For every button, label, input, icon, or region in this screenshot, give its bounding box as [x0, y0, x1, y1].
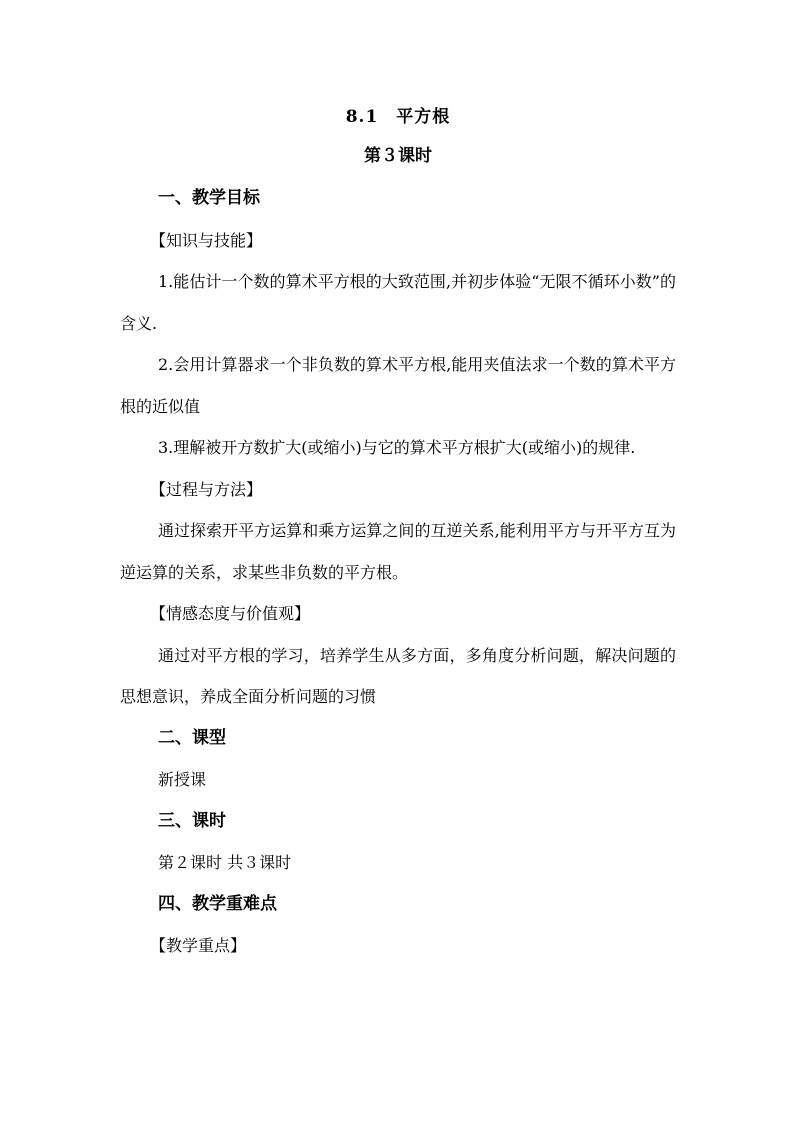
process-paragraph: 通过探索开平方运算和乘方运算之间的互逆关系,能利用平方与开平方互为逆运算的关系，求某些非负数的平方根。: [120, 521, 676, 582]
section-heading-class-hours: 三、课时: [158, 810, 226, 831]
emotion-paragraph: 通过对平方根的学习，培养学生从多方面，多角度分析问题，解决问题的思想意识，养成全面分析问题的习惯: [120, 645, 676, 706]
subheading-emotion: 【情感态度与价值观】: [150, 604, 311, 623]
section-heading-lesson-type: 二、课型: [158, 727, 226, 748]
lesson-type-text: 新授课: [158, 770, 207, 789]
objective-item-1: 1.能估计一个数的算术平方根的大致范围,并初步体验“无限不循环小数”的含义.: [120, 272, 676, 333]
section-heading-objectives: 一、教学目标: [158, 188, 260, 208]
document-content: [120, 98, 676, 967]
subheading-teaching-focus: 【教学重点】: [150, 936, 247, 955]
document-subtitle: 第３课时: [364, 146, 432, 166]
section-heading-key-points: 四、教学重难点: [158, 893, 277, 914]
objective-item-2: 2.会用计算器求一个非负数的算术平方根,能用夹值法求一个数的算术平方根的近似值: [120, 355, 676, 416]
class-hours-text: 第２课时 共３课时: [158, 853, 292, 872]
document-title: 8.1 平方根: [345, 107, 451, 127]
subheading-process: 【过程与方法】: [150, 479, 263, 499]
objective-item-3: 3.理解被开方数扩大(或缩小)与它的算术平方根扩大(或缩小)的规律.: [158, 438, 636, 457]
subheading-knowledge: 【知识与技能】: [150, 230, 263, 250]
